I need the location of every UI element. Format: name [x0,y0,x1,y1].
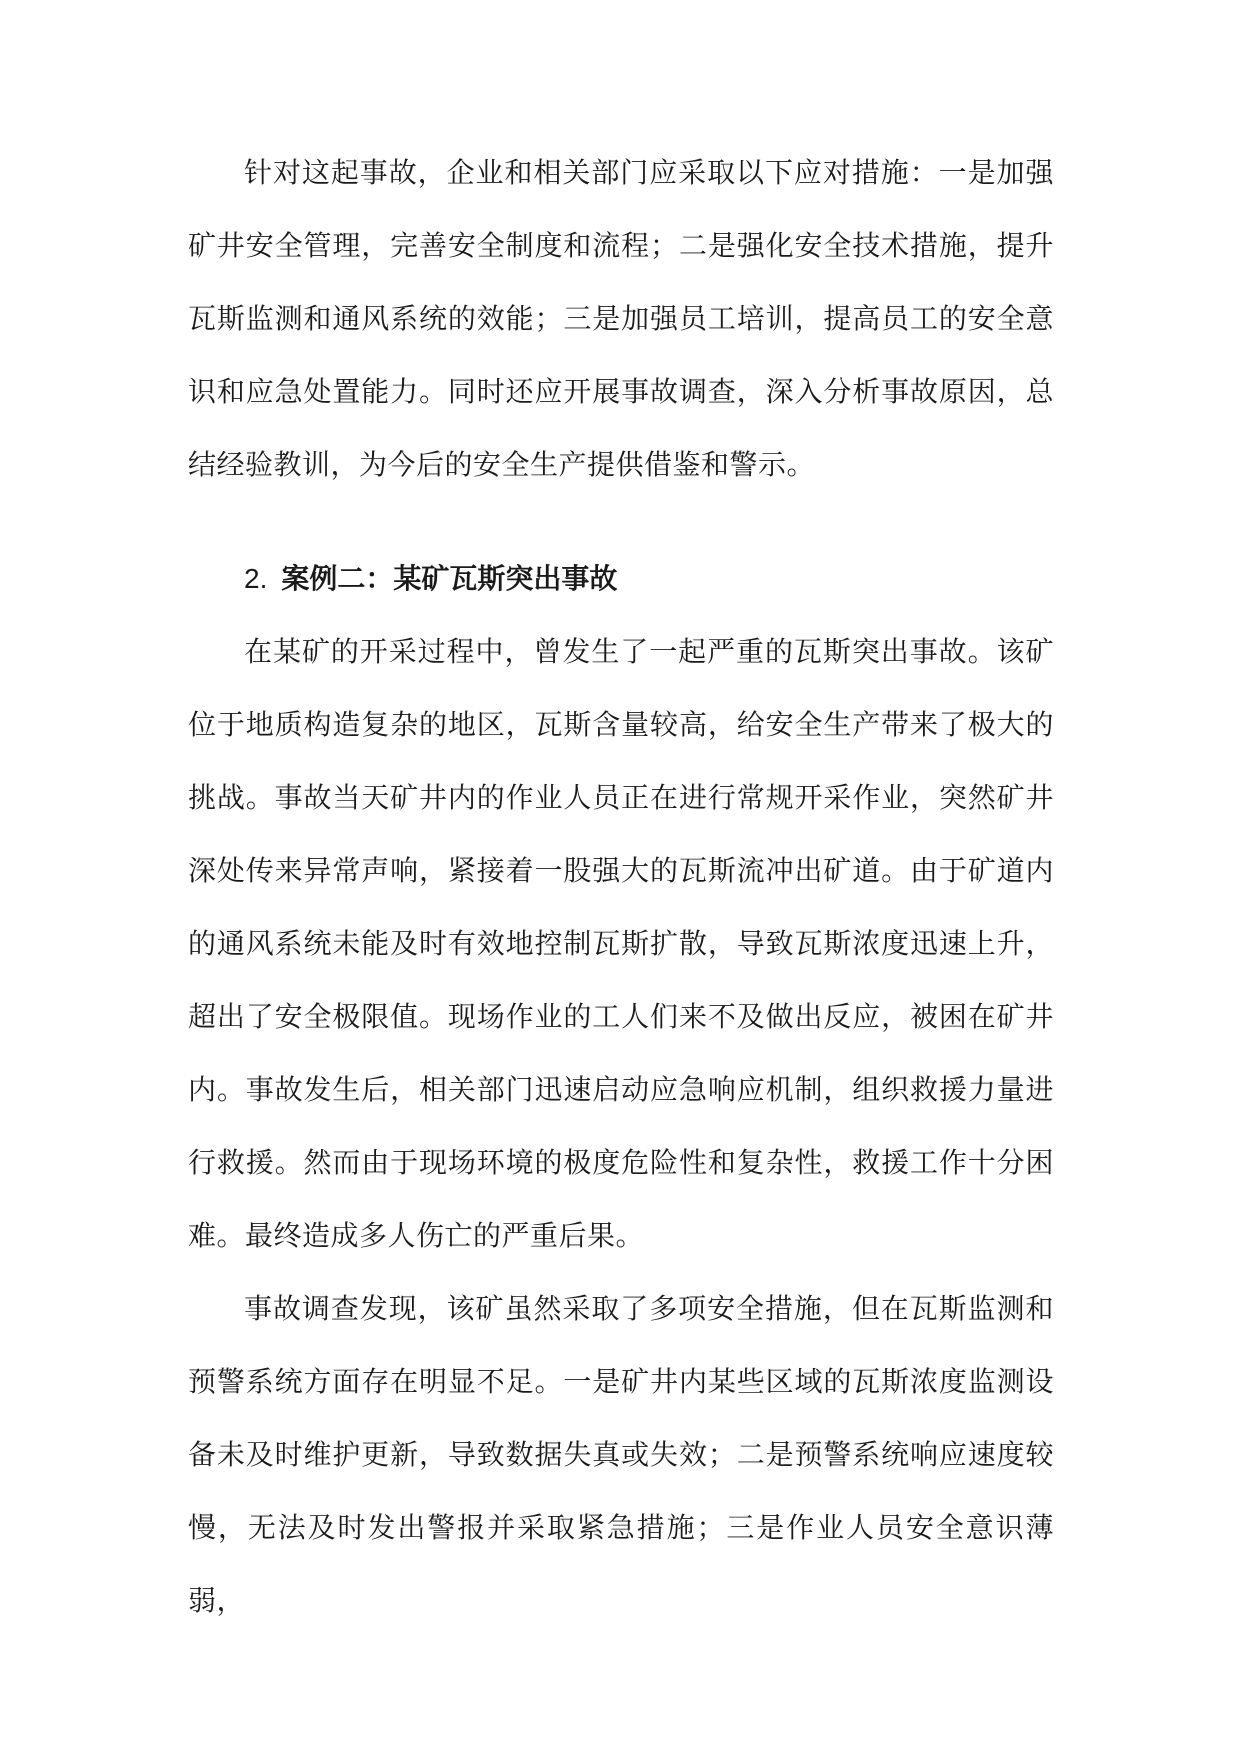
document-body [188,136,1054,1637]
paragraph-response-measures: 针对这起事故，企业和相关部门应采取以下应对措施：一是加强矿井安全管理，完善安全制度和流程；二是强化安全技术措施，提升瓦斯监测和通风系统的效能；三是加强员工培训，提高员工的安全意识和应急处置能力。同时还应开展事故调查，深入分析事故原因，总结经验教训，为今后的安全生产提供借鉴和警示。 [188,156,1054,481]
section-title: 案例二：某矿瓦斯突出事故 [281,562,618,595]
section-heading [188,542,1054,615]
paragraph-investigation-findings: 事故调查发现，该矿虽然采取了多项安全措施，但在瓦斯监测和预警系统方面存在明显不足。一是矿井内某些区域的瓦斯浓度监测设备未及时维护更新，导致数据失真或失效；二是预警系统响应速度较慢，无法及时发出警报并采取紧急措施；三是作业人员安全意识薄弱， [188,1292,1054,1617]
section-number: 2. [244,563,268,594]
paragraph-case-description: 在某矿的开采过程中，曾发生了一起严重的瓦斯突出事故。该矿位于地质构造复杂的地区，瓦斯含量较高，给安全生产带来了极大的挑战。事故当天矿井内的作业人员正在进行常规开采作业，突然矿井深处传来异常声响，紧接着一股强大的瓦斯流冲出矿道。由于矿道内的通风系统未能及时有效地控制瓦斯扩散，导致瓦斯浓度迅速上升，超出了安全极限值。现场作业的工人们来不及做出反应，被困在矿井内。事故发生后，相关部门迅速启动应急响应机制，组织救援力量进行救援。然而由于现场环境的极度危险性和复杂性，救援工作十分困难。最终造成多人伤亡的严重后果。 [188,635,1054,1252]
